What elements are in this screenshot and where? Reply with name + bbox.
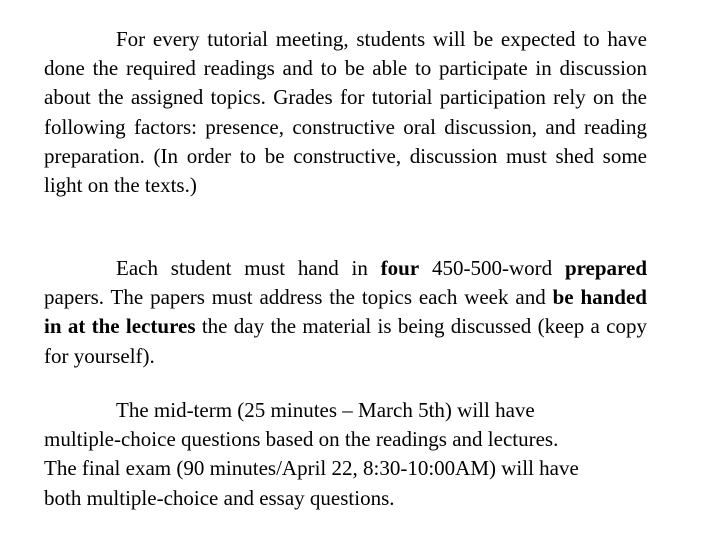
- papers-text-3: papers. The papers must address the topics each week and: [44, 285, 553, 310]
- exams-line-2: multiple-choice questions based on the readings and lectures.: [44, 427, 559, 452]
- exams-line-1: The mid-term (25 minutes – March 5th) will have: [116, 398, 535, 422]
- exams-line-4: both multiple-choice and essay questions.: [44, 485, 395, 510]
- papers-text-2: 450-500-word: [419, 256, 565, 280]
- papers-text-1: Each student must hand in: [116, 256, 381, 280]
- papers-text-4: the day the material is being discussed (keep a copy for yourself).: [44, 314, 648, 368]
- tutorial-participation-paragraph: For every tutorial meeting, students will be expected to have done the required readings and to be able to participate in discussion about the assigned topics. Grades for tutorial participation rely on the following factors: presence, constructive oral discussion, and reading preparation. (In order to be constructive, discussion must shed some light on the texts.): [44, 27, 647, 198]
- papers-bold-four: four: [380, 256, 420, 280]
- papers-bold-handed-in: be handed in at the lectures: [44, 285, 647, 339]
- exams-line-3: The final exam (90 minutes/April 22, 8:30-10:00AM) will have: [44, 456, 579, 481]
- papers-bold-prepared: prepared: [564, 256, 647, 280]
- prepared-papers-paragraph: [44, 254, 647, 371]
- exams-paragraph: [44, 396, 647, 513]
